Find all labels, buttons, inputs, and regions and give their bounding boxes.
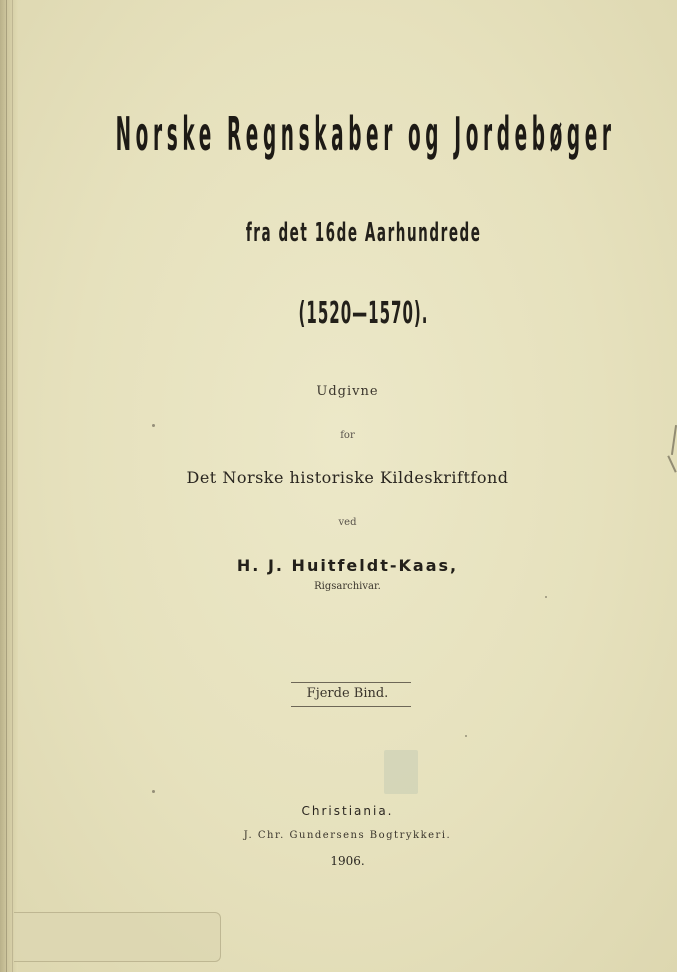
speck: [152, 424, 155, 427]
faded-stamp: [384, 750, 418, 794]
book-title: Norske Regnskaber og Jordebøger: [115, 108, 616, 162]
volume-rule-bottom: [291, 706, 411, 707]
editor-name: H. J. Huitfeldt-Kaas,: [236, 556, 459, 575]
editor-title: Rigsarchivar.: [314, 581, 381, 592]
volume-rule-top: [291, 682, 411, 683]
year-range: (1520—1570).: [298, 296, 429, 331]
speck: [545, 596, 547, 598]
by-label: ved: [338, 517, 357, 528]
published-label: Udgivne: [316, 384, 379, 399]
volume-label: Fjerde Bind.: [306, 686, 389, 701]
publication-year: 1906.: [330, 854, 365, 868]
publisher-fund: Det Norske historiske Kildeskriftfond: [186, 468, 509, 487]
publication-city: Christiania.: [301, 804, 394, 818]
printer-name: J. Chr. Gundersens Bogtrykkeri.: [243, 830, 452, 841]
speck: [465, 735, 467, 737]
paper-tab: [14, 912, 221, 962]
for-label: for: [340, 430, 355, 441]
book-subtitle: fra det 16de Aarhundrede: [245, 218, 482, 248]
speck: [152, 790, 155, 793]
